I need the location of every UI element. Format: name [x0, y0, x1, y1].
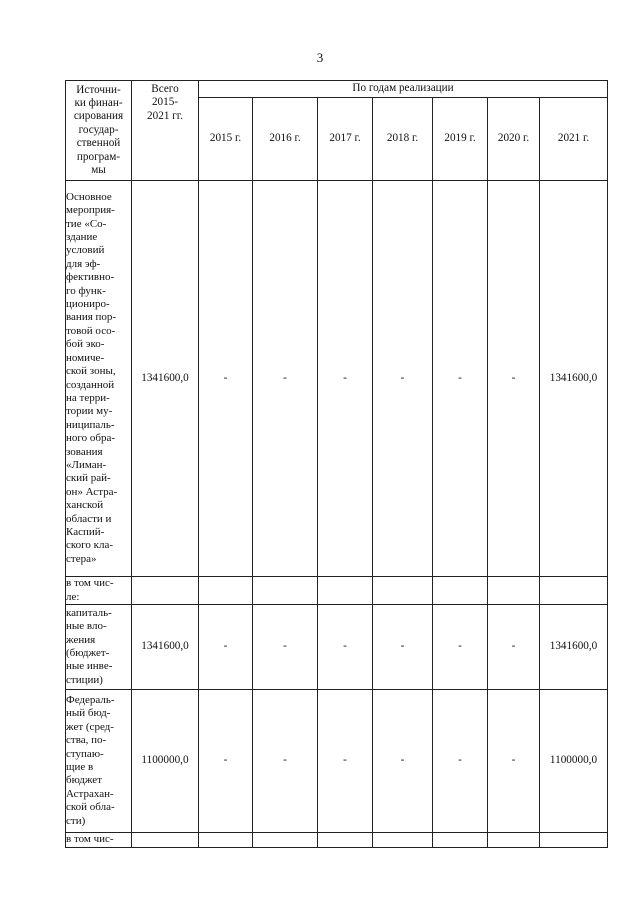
row-value-2021 — [540, 577, 608, 605]
header-years-group: По годам реализации — [199, 81, 608, 98]
row-value-2020: - — [488, 690, 540, 833]
header-year-2019: 2019 г. — [433, 98, 488, 181]
row-value-2020: - — [488, 605, 540, 690]
header-year-2015: 2015 г. — [199, 98, 253, 181]
row-value-2019 — [433, 577, 488, 605]
page-number: 3 — [316, 50, 324, 65]
header-year-2018: 2018 г. — [373, 98, 433, 181]
row-total-cell — [132, 833, 199, 848]
row-source-cell: Основное мероприя- тие «Со- здание условий для эф- фективно- го функ- ционирo- вания пор- товой осо- бой эко- номиче- ской зоны, созданной на терри- тории му- ниципаль- ного обра- зования «Лиман- ский рай- он» Астра- ханской области и Каспий- ского кла- стера» — [66, 181, 132, 577]
table-row — [66, 833, 608, 848]
header-year-2016: 2016 г. — [253, 98, 318, 181]
table-row — [66, 690, 608, 833]
row-value-2017 — [318, 833, 373, 848]
row-value-2018 — [373, 577, 433, 605]
row-value-2015: - — [199, 605, 253, 690]
financing-table — [65, 80, 608, 848]
row-value-2016: - — [253, 181, 318, 577]
row-value-2018: - — [373, 181, 433, 577]
row-value-2015 — [199, 833, 253, 848]
row-value-2021: 1100000,0 — [540, 690, 608, 833]
header-source-cell: Источни- ки финан- сирования государ- ственной програм- мы — [66, 81, 132, 181]
row-source-cell: в том чис- ле: — [66, 577, 132, 605]
row-value-2015: - — [199, 181, 253, 577]
header-year-2020: 2020 г. — [488, 98, 540, 181]
row-value-2017 — [318, 577, 373, 605]
row-value-2018: - — [373, 690, 433, 833]
row-value-2019: - — [433, 690, 488, 833]
row-value-2016 — [253, 577, 318, 605]
row-value-2016: - — [253, 605, 318, 690]
row-value-2020 — [488, 833, 540, 848]
header-year-2021: 2021 г. — [540, 98, 608, 181]
row-total-cell: 1341600,0 — [132, 181, 199, 577]
header-total-cell: Всего 2015- 2021 гг. — [132, 81, 199, 181]
table-row — [66, 181, 608, 577]
row-value-2017: - — [318, 690, 373, 833]
row-value-2015: - — [199, 690, 253, 833]
row-value-2020 — [488, 577, 540, 605]
row-value-2017: - — [318, 605, 373, 690]
row-source-cell: Федераль- ный бюд- жет (сред- ства, по- ступаю- щие в бюджет Астрахан- ской обла- сти) — [66, 690, 132, 833]
table-row — [66, 605, 608, 690]
row-value-2017: - — [318, 181, 373, 577]
row-value-2020: - — [488, 181, 540, 577]
row-total-cell — [132, 577, 199, 605]
row-value-2019: - — [433, 605, 488, 690]
row-value-2016: - — [253, 690, 318, 833]
row-value-2021: 1341600,0 — [540, 181, 608, 577]
row-total-cell: 1341600,0 — [132, 605, 199, 690]
table-row — [66, 577, 608, 605]
row-value-2016 — [253, 833, 318, 848]
row-value-2018: - — [373, 605, 433, 690]
row-value-2018 — [373, 833, 433, 848]
row-source-cell: в том чис- — [66, 833, 132, 848]
row-total-cell: 1100000,0 — [132, 690, 199, 833]
row-source-cell: капиталь- ные вло- жения (бюджет- ные инве- стиции) — [66, 605, 132, 690]
row-value-2019: - — [433, 181, 488, 577]
header-year-2017: 2017 г. — [318, 98, 373, 181]
row-value-2019 — [433, 833, 488, 848]
row-value-2015 — [199, 577, 253, 605]
row-value-2021 — [540, 833, 608, 848]
row-value-2021: 1341600,0 — [540, 605, 608, 690]
